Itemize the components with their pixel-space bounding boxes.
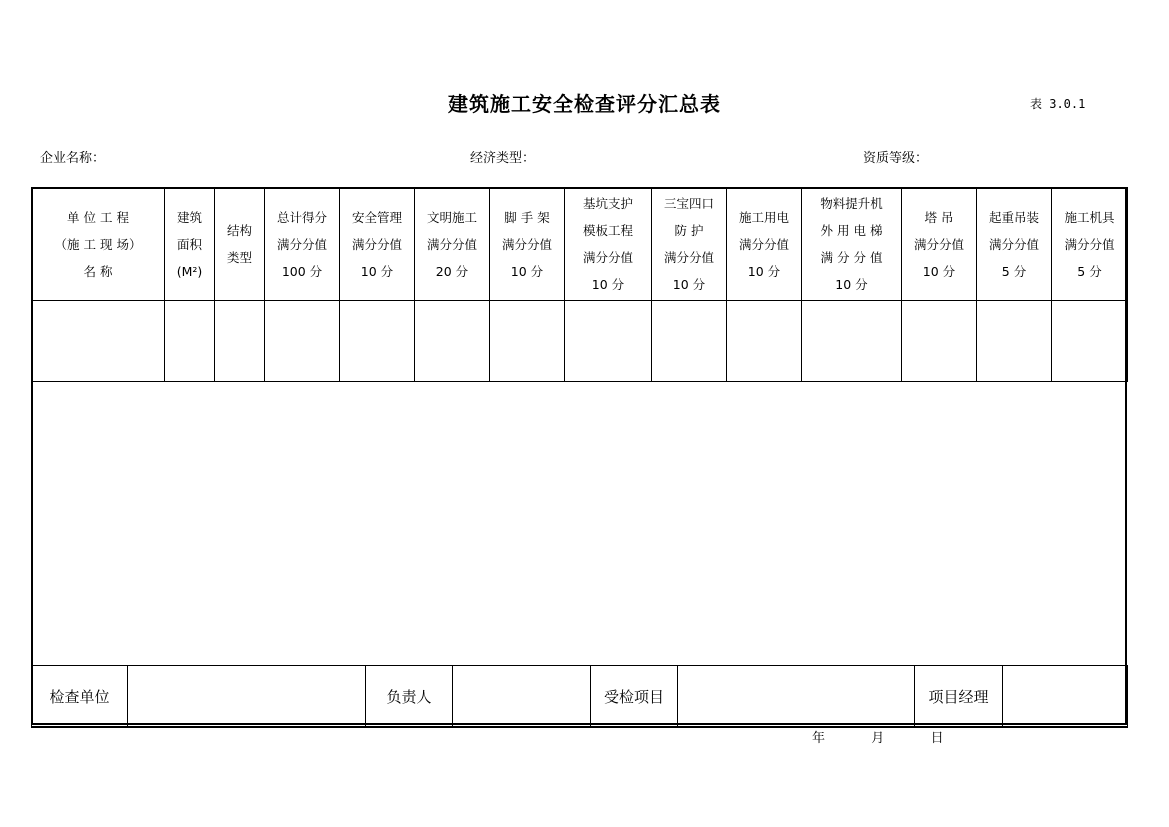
cell-civilized-construction[interactable] xyxy=(415,301,490,382)
economy-type-label: 经济类型： xyxy=(470,151,536,166)
footer-table xyxy=(31,665,1128,728)
header-hoist-elevator: 物料提升机 外 用 电 梯 满 分 分 值 10 分 xyxy=(802,188,902,301)
inspected-project-field[interactable] xyxy=(678,666,915,728)
cell-structure-type[interactable] xyxy=(215,301,265,382)
header-table xyxy=(31,187,1128,382)
page-title: 建筑施工安全检查评分汇总表 xyxy=(448,92,721,116)
header-electricity: 施工用电 满分分值 10 分 xyxy=(727,188,802,301)
header-foundation-formwork: 基坑支护 模板工程 满分分值 10 分 xyxy=(565,188,652,301)
cell-protection[interactable] xyxy=(652,301,727,382)
date-day: 日 xyxy=(930,731,944,746)
date-year: 年 xyxy=(812,731,826,746)
cell-building-area[interactable] xyxy=(165,301,215,382)
header-civilized-construction: 文明施工 满分分值 20 分 xyxy=(415,188,490,301)
header-building-area: 建筑 面积 (M²) xyxy=(165,188,215,301)
qualification-label: 资质等级： xyxy=(863,151,929,166)
cell-total-score[interactable] xyxy=(265,301,340,382)
inspected-project-label: 受检项目 xyxy=(591,666,678,728)
header-machinery: 施工机具 满分分值 5 分 xyxy=(1052,188,1128,301)
header-protection: 三宝四口 防 护 满分分值 10 分 xyxy=(652,188,727,301)
date-line xyxy=(812,727,944,746)
header-row xyxy=(32,188,1128,301)
header-lifting: 起重吊装 满分分值 5 分 xyxy=(977,188,1052,301)
person-in-charge-field[interactable] xyxy=(453,666,591,728)
header-unit-name: 单 位 工 程 （施 工 现 场） 名 称 xyxy=(32,188,165,301)
header-safety-management: 安全管理 满分分值 10 分 xyxy=(340,188,415,301)
cell-safety-management[interactable] xyxy=(340,301,415,382)
cell-electricity[interactable] xyxy=(727,301,802,382)
header-total-score: 总计得分 满分分值 100 分 xyxy=(265,188,340,301)
cell-tower-crane[interactable] xyxy=(902,301,977,382)
table-row xyxy=(32,301,1128,382)
project-manager-label: 项目经理 xyxy=(915,666,1003,728)
header-structure-type: 结构 类型 xyxy=(215,188,265,301)
cell-foundation-formwork[interactable] xyxy=(565,301,652,382)
cell-machinery[interactable] xyxy=(1052,301,1128,382)
cell-scaffolding[interactable] xyxy=(490,301,565,382)
project-manager-field[interactable] xyxy=(1003,666,1128,728)
table-number: 表 3.0.1 xyxy=(1030,97,1086,111)
company-name-label: 企业名称： xyxy=(40,151,106,166)
person-in-charge-label: 负责人 xyxy=(366,666,453,728)
header-scaffolding: 脚 手 架 满分分值 10 分 xyxy=(490,188,565,301)
summary-table xyxy=(31,187,1127,725)
inspect-unit-field[interactable] xyxy=(128,666,366,728)
inspect-unit-label: 检查单位 xyxy=(32,666,128,728)
cell-unit-name[interactable] xyxy=(32,301,165,382)
date-month: 月 xyxy=(871,731,885,746)
header-tower-crane: 塔 吊 满分分值 10 分 xyxy=(902,188,977,301)
cell-hoist-elevator[interactable] xyxy=(802,301,902,382)
remarks-area[interactable] xyxy=(33,383,1125,665)
footer-row xyxy=(32,666,1128,728)
cell-lifting[interactable] xyxy=(977,301,1052,382)
